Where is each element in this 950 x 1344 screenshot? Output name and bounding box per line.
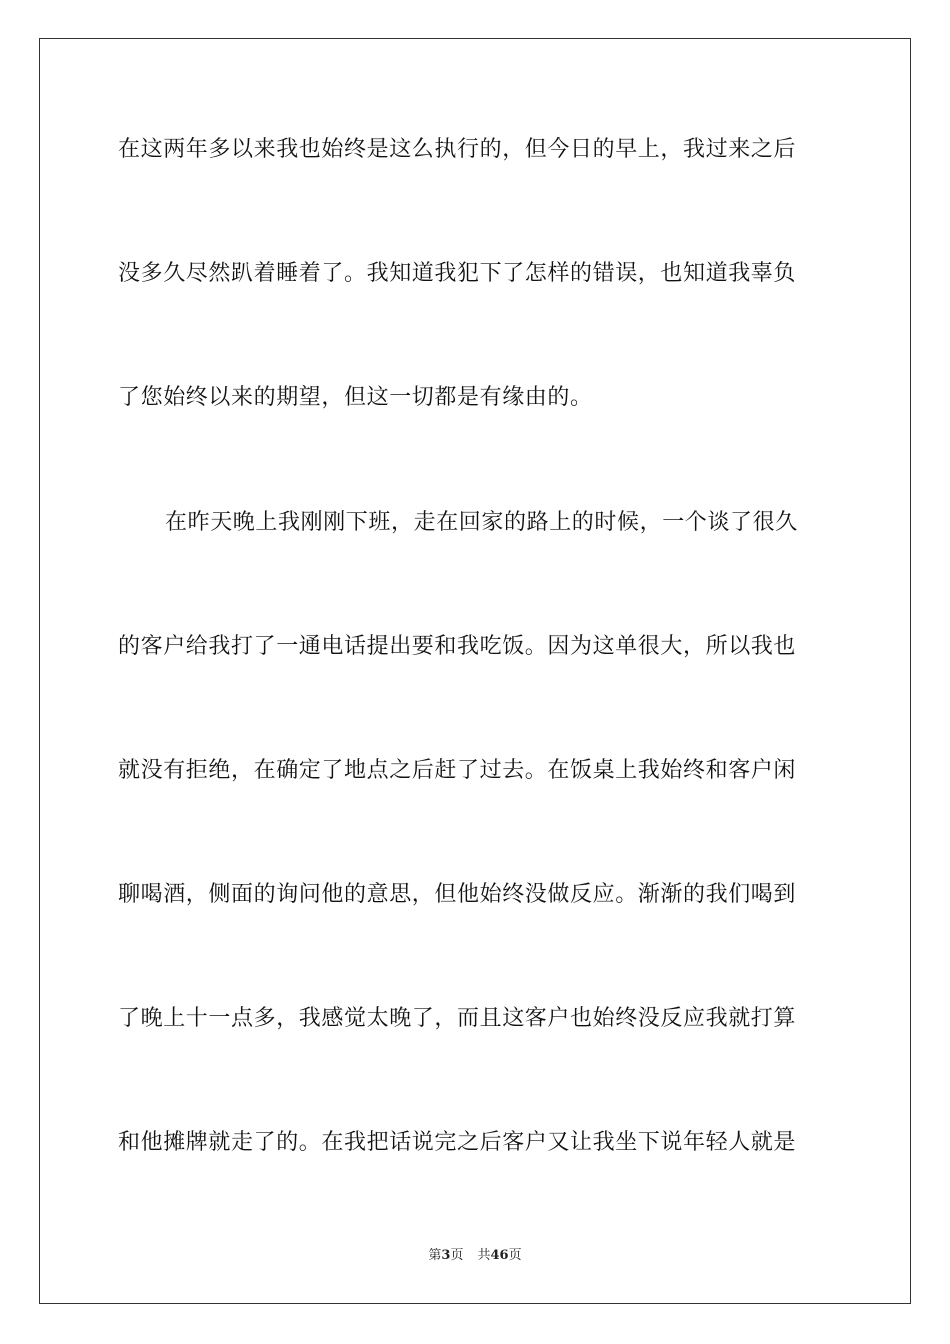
page-prefix: 第 [428,1248,442,1263]
paragraph-line: 了您始终以来的期望，但这一切都是有缘由的。 [118,385,593,410]
paragraph-line: 在昨天晚上我刚刚下班，走在回家的路上的时候，一个谈了很久 [165,510,798,535]
total-prefix: 共 [477,1248,491,1263]
paragraph-line: 就没有拒绝，在确定了地点之后赶了过去。在饭桌上我始终和客户闲 [118,758,797,783]
page-border [39,38,911,1304]
paragraph-line: 没多久尽然趴着睡着了。我知道我犯下了怎样的错误，也知道我辜负 [118,261,797,286]
paragraph-line: 的客户给我打了一通电话提出要和我吃饭。因为这单很大，所以我也 [118,634,797,659]
total-pages: 46 [490,1248,509,1263]
paragraph-line: 和他摊牌就走了的。在我把话说完之后客户又让我坐下说年轻人就是 [118,1130,797,1155]
total-suffix: 页 [508,1248,522,1263]
page-footer [0,1247,950,1265]
page-suffix: 页 [450,1248,464,1263]
paragraph-line: 聊喝酒，侧面的询问他的意思，但他始终没做反应。渐渐的我们喝到 [118,882,797,907]
paragraph-line: 了晚上十一点多，我感觉太晚了，而且这客户也始终没反应我就打算 [118,1006,797,1031]
paragraph-line: 在这两年多以来我也始终是这么执行的，但今日的早上，我过来之后 [118,137,797,162]
page-number: 3 [441,1248,451,1263]
